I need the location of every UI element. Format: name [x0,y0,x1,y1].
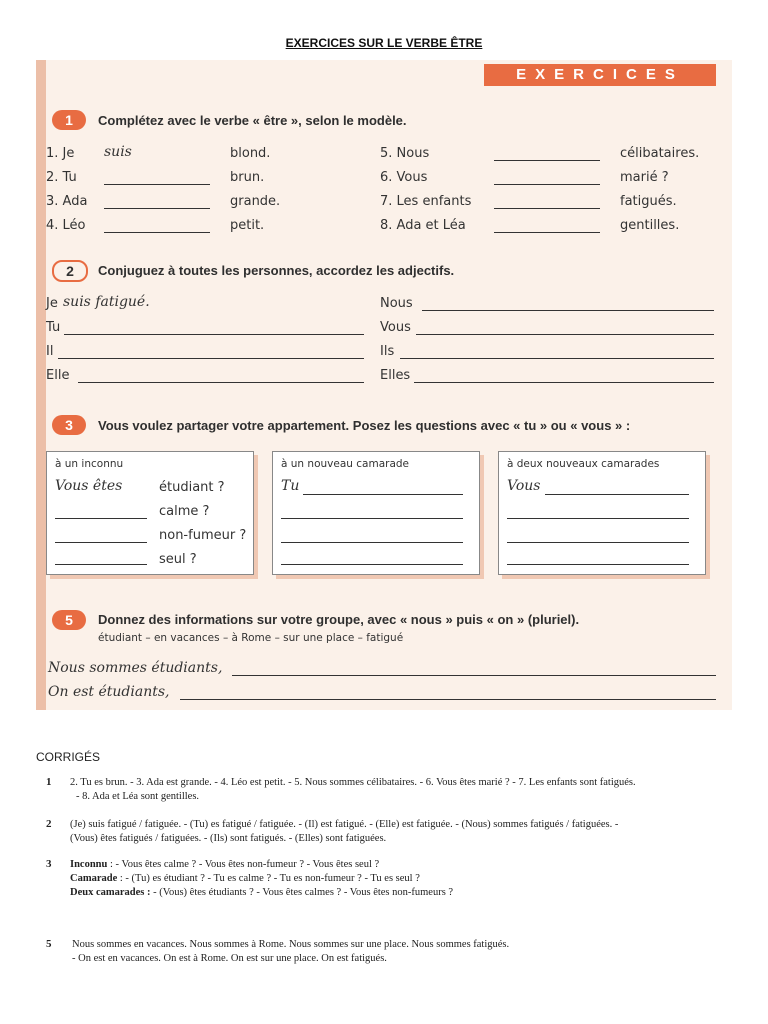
answer-line [70,858,379,871]
exercise-instruction: Conjuguez à toutes les personnes, accordez les adjectifs. [98,263,455,278]
sentence-number: 2. Tu [46,170,77,185]
answer-text: : - Vous êtes calme ? - Vous êtes non-fumeur ? - Vous êtes seul ? [107,859,380,870]
answer-line: (Je) suis fatigué / fatiguée. - (Tu) es fatigué / fatiguée. - (Il) est fatigué. - (Elle) est fatiguée. - (Nous) sommes fatigués / fatiguées. - [70,819,619,830]
answer-line[interactable] [422,310,714,311]
question-box-stranger [46,451,254,575]
box-header: à un inconnu [55,458,124,470]
adjective: blond. [230,146,271,161]
answer-text: : - (Tu) es étudiant ? - Tu es calme ? - Tu es non-fumeur ? - Tu es seul ? [117,873,420,884]
answer-line: - On est en vacances. On est à Rome. On est sur une place. On est fatigués. [72,953,387,964]
exercise-2 [36,260,732,390]
answer-line: (Vous) êtes fatigués / fatiguées. - (Ils) sont fatigués. - (Elles) sont fatiguées. [70,833,387,844]
sentence-number: 1. Je [46,146,75,161]
answer-blank[interactable] [494,232,600,233]
answer-text: - (Vous) êtes étudiants ? - Vous êtes calmes ? - Vous êtes non-fumeurs ? [150,887,454,898]
answer-blank[interactable] [55,542,147,543]
answers-title: CORRIGÉS [36,750,101,764]
exercices-banner: EXERCICES [484,64,716,86]
exercise-instruction: Vous voulez partager votre appartement. Posez les questions avec « tu » ou « vous » : [98,418,631,433]
exercise-3 [36,415,732,595]
answer-label: Inconnu [70,859,108,870]
model-answer: Tu [281,478,300,494]
question-item: étudiant ? [159,480,225,495]
answer-blank[interactable] [281,564,463,565]
answer-blank[interactable] [104,232,210,233]
sentence-number: 5. Nous [380,146,430,161]
model-answer: suis [104,144,132,160]
answer-line[interactable] [414,382,714,383]
pronoun: Elle [46,368,70,383]
answer-line[interactable] [400,358,714,359]
sentence-number: 7. Les enfants [380,194,472,209]
question-box-new-friend [272,451,480,575]
exercise-number-badge: 1 [52,110,86,130]
answer-line[interactable] [58,358,364,359]
pronoun: Ils [380,344,395,359]
answer-number: 1 [46,776,52,788]
pronoun: Tu [46,320,61,335]
hint-words: étudiant – en vacances – à Rome – sur une place – fatigué [98,632,404,644]
adjective: grande. [230,194,281,209]
sentence-number: 8. Ada et Léa [380,218,466,233]
answer-number: 5 [46,938,52,950]
answer-label: Camarade [70,873,118,884]
answer-line[interactable] [416,334,714,335]
pronoun: Nous [380,296,413,311]
answer-line: 2. Tu es brun. - 3. Ada est grande. - 4. Léo est petit. - 5. Nous sommes célibataires. - 6. Vous êtes marié ? - 7. Les enfants sont fatigués. [70,777,636,788]
answer-blank[interactable] [494,208,600,209]
question-item: calme ? [159,504,210,519]
answer-line: Nous sommes en vacances. Nous sommes à Rome. Nous sommes sur une place. Nous sommes fatigués. [72,939,510,950]
exercise-number-badge: 3 [52,415,86,435]
answer-line[interactable] [64,334,364,335]
model-answer-nous: Nous sommes étudiants, [48,660,223,676]
question-box-two-friends [498,451,706,575]
question-item: seul ? [159,552,197,567]
answer-blank[interactable] [281,518,463,519]
pronoun: Vous [380,320,411,335]
answer-blank[interactable] [104,184,210,185]
answer-blank[interactable] [303,494,463,495]
pronoun: Elles [380,368,411,383]
exercise-instruction: Complétez avec le verbe « être », selon le modèle. [98,113,407,128]
exercise-number-badge: 2 [52,260,88,282]
question-item: non-fumeur ? [159,528,247,543]
answer-blank[interactable] [507,518,689,519]
answer-line[interactable] [180,699,716,700]
answer-blank[interactable] [281,542,463,543]
model-answer: Vous [507,478,541,494]
answer-blank[interactable] [507,542,689,543]
pronoun: Je [46,296,58,311]
answer-blank[interactable] [55,564,147,565]
sentence-number: 6. Vous [380,170,428,185]
page-title: EXERCICES SUR LE VERBE ÊTRE [285,36,483,50]
exercise-instruction: Donnez des informations sur votre groupe, avec « nous » puis « on » (pluriel). [98,612,580,627]
exercise-scan [36,60,732,710]
exercise-number-badge: 5 [52,610,86,630]
sentence-number: 4. Léo [46,218,86,233]
answer-blank[interactable] [494,160,600,161]
box-header: à deux nouveaux camarades [507,458,660,470]
exercise-5 [36,608,732,708]
answer-line: - 8. Ada et Léa sont gentilles. [76,791,200,802]
answer-line[interactable] [232,675,716,676]
adjective: petit. [230,218,265,233]
model-answer: Vous êtes [55,478,123,494]
answer-blank[interactable] [507,564,689,565]
adjective: fatigués. [620,194,677,209]
exercise-1 [36,110,732,240]
box-header: à un nouveau camarade [281,458,409,470]
answer-blank[interactable] [545,494,689,495]
answer-blank[interactable] [494,184,600,185]
adjective: brun. [230,170,265,185]
answer-line[interactable] [78,382,364,383]
sentence-number: 3. Ada [46,194,88,209]
adjective: marié ? [620,170,669,185]
model-answer-on: On est étudiants, [48,684,170,700]
model-answer: suis fatigué. [63,294,150,310]
answer-line [70,886,453,899]
answer-number: 3 [46,858,52,870]
answer-number: 2 [46,818,52,830]
adjective: gentilles. [620,218,680,233]
pronoun: Il [46,344,54,359]
answer-blank[interactable] [104,208,210,209]
adjective: célibataires. [620,146,700,161]
answer-label: Deux camarades : [70,887,151,898]
answer-blank[interactable] [55,518,147,519]
answer-line [70,872,420,885]
